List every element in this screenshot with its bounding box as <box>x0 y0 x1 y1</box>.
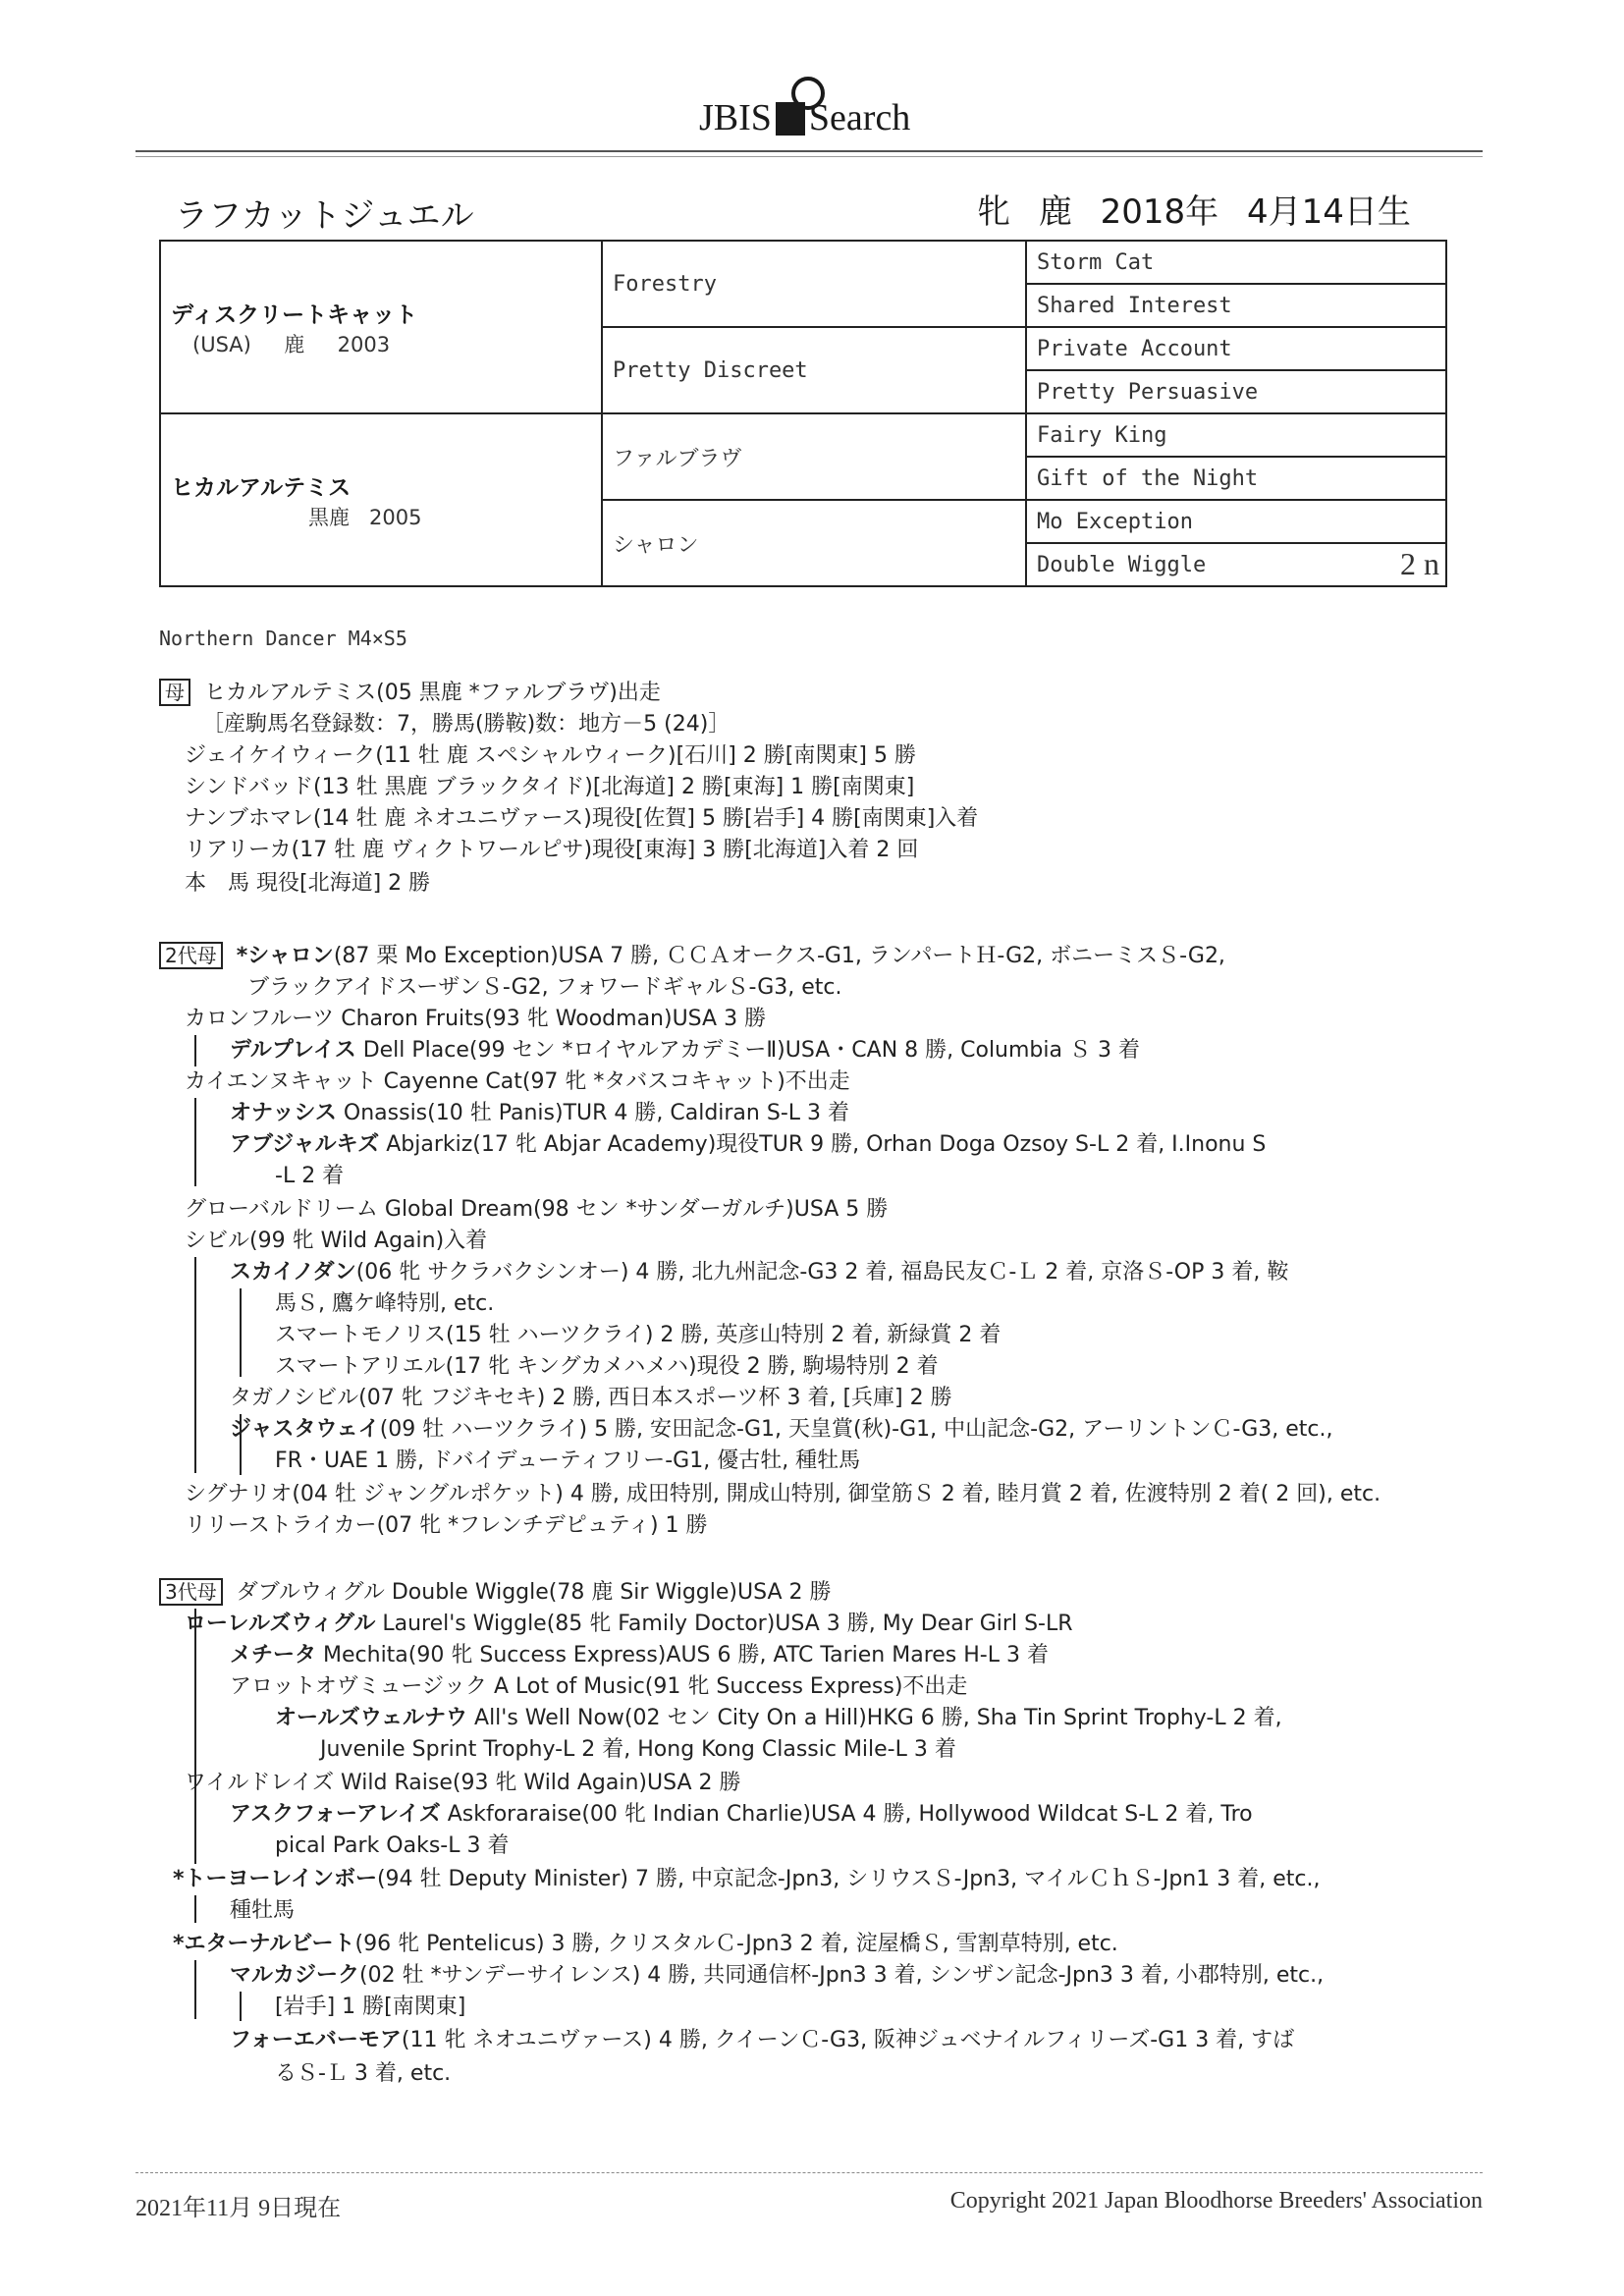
footer-date: 2021年11月 9日現在 <box>135 2196 342 2221</box>
pedigree-table <box>159 240 1447 587</box>
line-53-54 <box>230 2023 1294 2053</box>
line-55: るＳ-Ｌ 3 着, etc. <box>275 2061 452 2086</box>
line-21: スカイノダン <box>230 1260 356 1285</box>
line-51: (02 牡 *サンデーサイレンス) 4 勝, 共同通信杯-Jpn3 3 着, シンザン記念-Jpn3 3 着, 小郡特別, etc., <box>359 1963 1325 1988</box>
jbis-logo <box>699 96 910 139</box>
line-35: メチータ <box>230 1643 317 1667</box>
line-42-43 <box>230 1797 1253 1828</box>
dam-name: ヒカルアルテミス <box>171 474 352 501</box>
line-12: Dell Place(99 セン *ロイヤルアカデミーⅡ)USA・CAN 8 勝, Columbia Ｓ 3 着 <box>355 1038 1140 1063</box>
line-11-12 <box>230 1033 1140 1064</box>
line-11: デルプレイス <box>230 1038 356 1063</box>
dam-dam: シャロン <box>602 500 1026 586</box>
sire-name: ディスクリートキャット <box>171 301 418 328</box>
inbreeding-crosses: Northern Dancer M4×S5 <box>159 627 407 650</box>
line-27: ジャスタウェイ <box>230 1417 380 1442</box>
line-19: グローバルドリーム Global Dream(98 セン *サンダーガルチ)USA 5 勝 <box>185 1197 889 1222</box>
line-33: ローレルズウィグル <box>185 1612 376 1636</box>
line-20: シビル(99 牝 Wild Again)入着 <box>185 1229 488 1253</box>
line-50-51 <box>230 1958 1324 1989</box>
line-0: ヒカルアルテミス(05 黒鹿 *ファルブラヴ)出走 <box>204 681 661 705</box>
line-31: リリーストライカー(07 牝 *フレンチデピュティ) 1 勝 <box>185 1513 708 1538</box>
line-48: *エターナルビート <box>173 1932 355 1956</box>
dam-detail <box>171 502 591 531</box>
line-17: Abjarkiz(17 牝 Abjar Academy)現役TUR 9 勝, Orhan Doga Ozsoy S-L 2 着, I.Inonu S <box>379 1132 1267 1157</box>
branch-line <box>194 1035 196 1066</box>
horse-name: ラフカットジュエル <box>175 196 474 236</box>
gen3-4: Pretty Persuasive <box>1026 370 1446 413</box>
gen3-8 <box>1026 543 1446 586</box>
line-5: リアリーカ(17 牡 鹿 ヴィクトワールピサ)現役[東海] 3 勝[北海道]入着 2 回 <box>185 838 919 862</box>
header-rule-thin <box>135 156 1483 157</box>
line-38-39 <box>275 1701 1282 1731</box>
line-26: タガノシビル(07 牝 フジキセキ) 2 勝, 西日本スポーツ杯 3 着, [兵庫] 2 勝 <box>230 1386 952 1410</box>
line-38: オールズウェルナウ <box>275 1706 468 1730</box>
horse-info <box>977 185 1411 233</box>
branch-line <box>194 1098 196 1186</box>
gen3-1: Storm Cat <box>1026 241 1446 284</box>
horse-color: 鹿 <box>1038 192 1072 232</box>
gen3-2: Shared Interest <box>1026 284 1446 327</box>
sire-detail <box>171 329 591 358</box>
line-23: 馬Ｓ, 鷹ケ峰特別, etc. <box>275 1291 495 1316</box>
line-22: (06 牝 サクラバクシンオー) 4 勝, 北九州記念-G3 2 着, 福島民友Ｃ-Ｌ 2 着, 京洛Ｓ-OP 3 着, 鞍 <box>355 1260 1289 1285</box>
line-14: オナッシス <box>230 1101 337 1125</box>
sire-sire: Forestry <box>602 241 1026 327</box>
line-50: マルカジーク <box>230 1963 360 1988</box>
line-49: (96 牝 Pentelicus) 3 勝, クリスタルＣ-Jpn3 2 着, 淀屋橋Ｓ, 雪割草特別, etc. <box>354 1932 1118 1956</box>
line-15: Onassis(10 牡 Panis)TUR 4 勝, Caldiran S-L 3 着 <box>336 1101 849 1125</box>
gdam-label: 2代母 <box>159 942 223 969</box>
magnifier-icon <box>776 102 805 136</box>
line-48-49 <box>173 1927 1118 1957</box>
sire-dam: Pretty Discreet <box>602 327 1026 413</box>
gen3-8-name: Double Wiggle <box>1037 552 1207 577</box>
line-40: Juvenile Sprint Trophy-L 2 着, Hong Kong Classic Mile-L 3 着 <box>320 1737 956 1762</box>
ggdam-label: 3代母 <box>159 1578 223 1606</box>
branch-line <box>240 1288 242 1377</box>
line-3: シンドバッド(13 牡 黒鹿 ブラックタイド)[北海道] 2 勝[東海] 1 勝[南関東] <box>185 775 915 799</box>
logo-text-left: JBIS <box>699 97 772 138</box>
line-46: (94 牡 Deputy Minister) 7 勝, 中京記念-Jpn3, シリウスＳ-Jpn3, マイルＣｈＳ-Jpn1 3 着, etc., <box>376 1867 1321 1891</box>
line-10: カロンフルーツ Charon Fruits(93 牝 Woodman)USA 3 勝 <box>185 1007 767 1031</box>
logo-text-right: Search <box>808 97 911 138</box>
line-34: Laurel's Wiggle(85 牝 Family Doctor)USA 3 勝, My Dear Girl S-LR <box>375 1612 1073 1636</box>
header-rule <box>135 150 1483 152</box>
branch-line <box>194 1799 196 1864</box>
ggdam-heading <box>159 1575 832 1606</box>
dam-year: 2005 <box>369 505 422 529</box>
dam-color: 黒鹿 <box>308 505 350 529</box>
gdam-heading <box>159 939 1225 969</box>
line-42: アスクフォーアレイズ <box>230 1802 441 1827</box>
gen3-5: Fairy King <box>1026 413 1446 457</box>
line-37: アロットオヴミュージック A Lot of Music(91 牝 Success Express)不出走 <box>230 1674 968 1699</box>
branch-line <box>194 1895 196 1923</box>
line-4: ナンブホマレ(14 牡 鹿 ネオユニヴァース)現役[佐賀] 5 勝[岩手] 4 勝[南関東]入着 <box>185 806 979 831</box>
line-21-22 <box>230 1255 1288 1285</box>
line-39: All's Well Now(02 セン City On a Hill)HKG 6 勝, Sha Tin Sprint Trophy-L 2 着, <box>467 1706 1282 1730</box>
footer-rule <box>135 2172 1483 2173</box>
line-53: フォーエバーモア <box>230 2028 402 2052</box>
sire-year: 2003 <box>337 332 391 356</box>
line-32: ダブルウィグル Double Wiggle(78 鹿 Sir Wiggle)USA 2 勝 <box>236 1580 832 1605</box>
dam-sire: ファルブラヴ <box>602 413 1026 500</box>
line-1: ［産駒馬名登録数：7，勝馬(勝鞍)数：地方－5 (24)］ <box>202 712 731 737</box>
line-47: 種牡馬 <box>230 1898 296 1923</box>
line-43: Askforaraise(00 牝 Indian Charlie)USA 4 勝, Hollywood Wildcat S-L 2 着, Tro <box>440 1802 1253 1827</box>
line-24: スマートモノリス(15 牡 ハーツクライ) 2 勝, 英彦山特別 2 着, 新緑賞 2 着 <box>275 1323 1001 1347</box>
line-13: カイエンヌキャット Cayenne Cat(97 牝 *タバスコキャット)不出走 <box>185 1069 850 1094</box>
branch-line <box>240 1992 242 2021</box>
branch-line <box>194 1960 196 2019</box>
horse-sex: 牝 <box>977 192 1010 232</box>
footer-copyright: Copyright 2021 Japan Bloodhorse Breeders' Association <box>949 2188 1483 2214</box>
gen3-3: Private Account <box>1026 327 1446 370</box>
line-33-34 <box>185 1607 1073 1637</box>
line-54: (11 牝 ネオユニヴァース) 4 勝, クイーンＣ-G3, 阪神ジュベナイルフィリーズ-G1 3 着, すば <box>401 2028 1295 2052</box>
dam-label: 母 <box>159 679 190 706</box>
horse-birth: 2018年 4月14日生 <box>1100 192 1411 232</box>
line-45-46 <box>173 1862 1320 1892</box>
line-2: ジェイケイウィーク(11 牡 鹿 スペシャルウィーク)[石川] 2 勝[南関東] 5 勝 <box>185 743 916 768</box>
line-18: -L 2 着 <box>275 1164 345 1188</box>
line-29: FR・UAE 1 勝, ドバイデューティフリー-G1, 優古牡, 種牡馬 <box>275 1449 861 1473</box>
line-25: スマートアリエル(17 牝 キングカメハメハ)現役 2 勝, 駒場特別 2 着 <box>275 1354 939 1379</box>
line-36: Mechita(90 牝 Success Express)AUS 6 勝, ATC Tarien Mares H-L 3 着 <box>316 1643 1049 1667</box>
sire-cell <box>160 241 602 413</box>
line-44: pical Park Oaks-L 3 着 <box>275 1833 510 1858</box>
line-7: *シャロン <box>236 944 334 968</box>
line-9: ブラックアイドスーザンＳ-G2, フォワードギャルＳ-G3, etc. <box>247 975 842 1000</box>
line-35-36 <box>230 1638 1049 1668</box>
line-16-17 <box>230 1127 1266 1158</box>
sire-origin: (USA) <box>192 332 251 356</box>
branch-line <box>194 1257 196 1473</box>
gen3-7: Mo Exception <box>1026 500 1446 543</box>
inbreeding-mark: 2 n <box>1400 546 1439 581</box>
line-14-15 <box>230 1096 849 1126</box>
line-6: 本 馬 現役[北海道] 2 勝 <box>185 871 431 896</box>
line-30: シグナリオ(04 牡 ジャングルポケット) 4 勝, 成田特別, 開成山特別, 御堂筋Ｓ 2 着, 睦月賞 2 着, 佐渡特別 2 着( 2 回), etc. <box>185 1482 1381 1506</box>
line-27-28 <box>230 1412 1332 1443</box>
line-52: [岩手] 1 勝[南関東] <box>275 1995 466 2019</box>
dam-cell <box>160 413 602 586</box>
sire-color: 鹿 <box>284 332 305 356</box>
line-41: ワイルドレイズ Wild Raise(93 牝 Wild Again)USA 2 勝 <box>185 1771 741 1795</box>
line-16: アブジャルキズ <box>230 1132 380 1157</box>
gen3-6: Gift of the Night <box>1026 457 1446 500</box>
branch-line <box>240 1414 242 1475</box>
line-28: (09 牡 ハーツクライ) 5 勝, 安田記念-G1, 天皇賞(秋)-G1, 中山記念-G2, アーリントンＣ-G3, etc., <box>379 1417 1333 1442</box>
line-45: *トーヨーレインボー <box>173 1867 377 1891</box>
dam-heading <box>159 676 661 706</box>
line-8: (87 栗 Mo Exception)USA 7 勝, ＣＣＡオークス-G1, ランパートＨ-G2, ボニーミスＳ-G2, <box>333 944 1225 968</box>
